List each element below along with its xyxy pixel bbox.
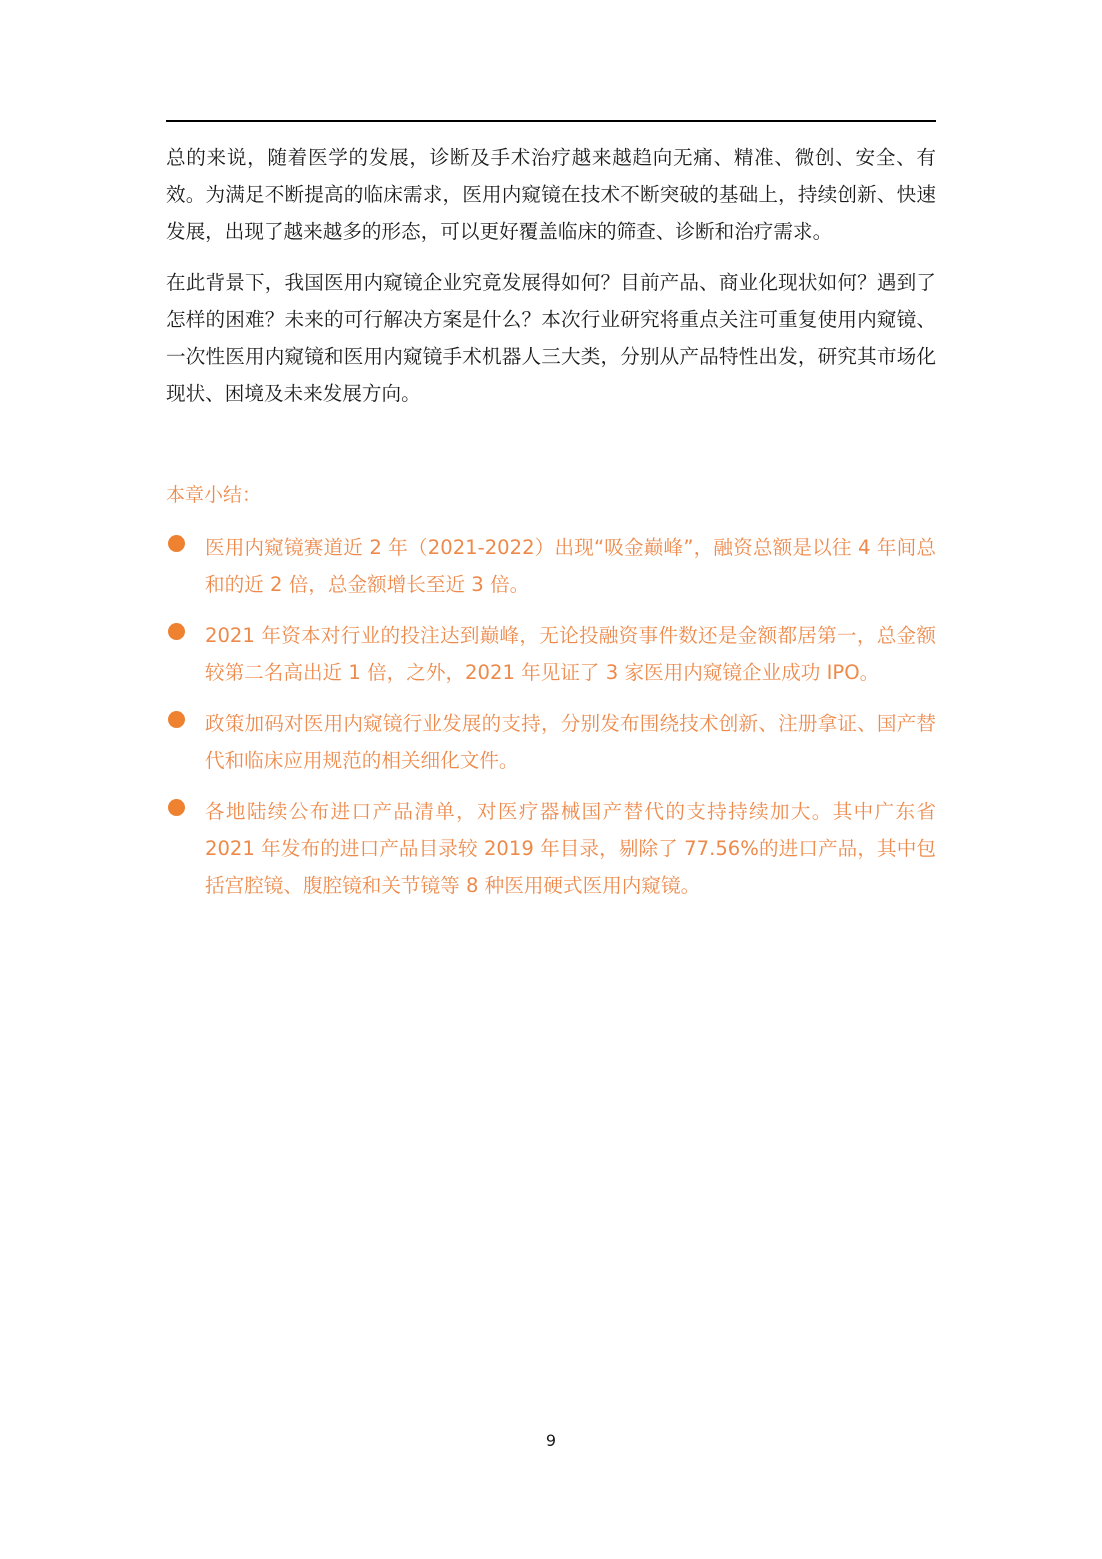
summary-list-item xyxy=(166,617,936,691)
summary-item-text: 各地陆续公布进口产品清单，对医疗器械国产替代的支持持续加大。其中广东省 2021 年发布的进口产品目录较 2019 年目录，剔除了 77.56%的进口产品，其中包括宫腔镜、腹腔镜和关节镜等 8 种医用硬式医用内窥镜。 xyxy=(205,800,936,897)
summary-heading: 本章小结： xyxy=(166,484,262,506)
intro-paragraph-1: 总的来说，随着医学的发展，诊断及手术治疗越来越趋向无痛、精准、微创、安全、有效。为满足不断提高的临床需求，医用内窥镜在技术不断突破的基础上，持续创新、快速发展，出现了越来越多的形态，可以更好覆盖临床的筛查、诊断和治疗需求。 xyxy=(166,146,936,243)
summary-item-text: 2021 年资本对行业的投注达到巅峰，无论投融资事件数还是金额都居第一，总金额较第二名高出近 1 倍，之外，2021 年见证了 3 家医用内窥镜企业成功 IPO。 xyxy=(205,624,936,684)
summary-list-item xyxy=(166,705,936,779)
summary-list xyxy=(166,529,936,918)
summary-list-item xyxy=(166,793,936,904)
summary-item-text: 政策加码对医用内窥镜行业发展的支持，分别发布围绕技术创新、注册拿证、国产替代和临床应用规范的相关细化文件。 xyxy=(205,712,936,772)
summary-list-item xyxy=(166,529,936,603)
intro-paragraph-2: 在此背景下，我国医用内窥镜企业究竟发展得如何？目前产品、商业化现状如何？遇到了怎样的困难？未来的可行解决方案是什么？本次行业研究将重点关注可重复使用内窥镜、一次性医用内窥镜和医用内窥镜手术机器人三大类，分别从产品特性出发，研究其市场化现状、困境及未来发展方向。 xyxy=(166,271,936,405)
header-rule xyxy=(166,120,936,122)
orange-dot-icon xyxy=(168,535,185,552)
orange-dot-icon xyxy=(168,711,185,728)
orange-dot-icon xyxy=(168,623,185,640)
page-number: 9 xyxy=(545,1431,557,1450)
orange-dot-icon xyxy=(168,799,185,816)
summary-item-text: 医用内窥镜赛道近 2 年（2021-2022）出现“吸金巅峰”，融资总额是以往 4 年间总和的近 2 倍，总金额增长至近 3 倍。 xyxy=(205,536,936,596)
